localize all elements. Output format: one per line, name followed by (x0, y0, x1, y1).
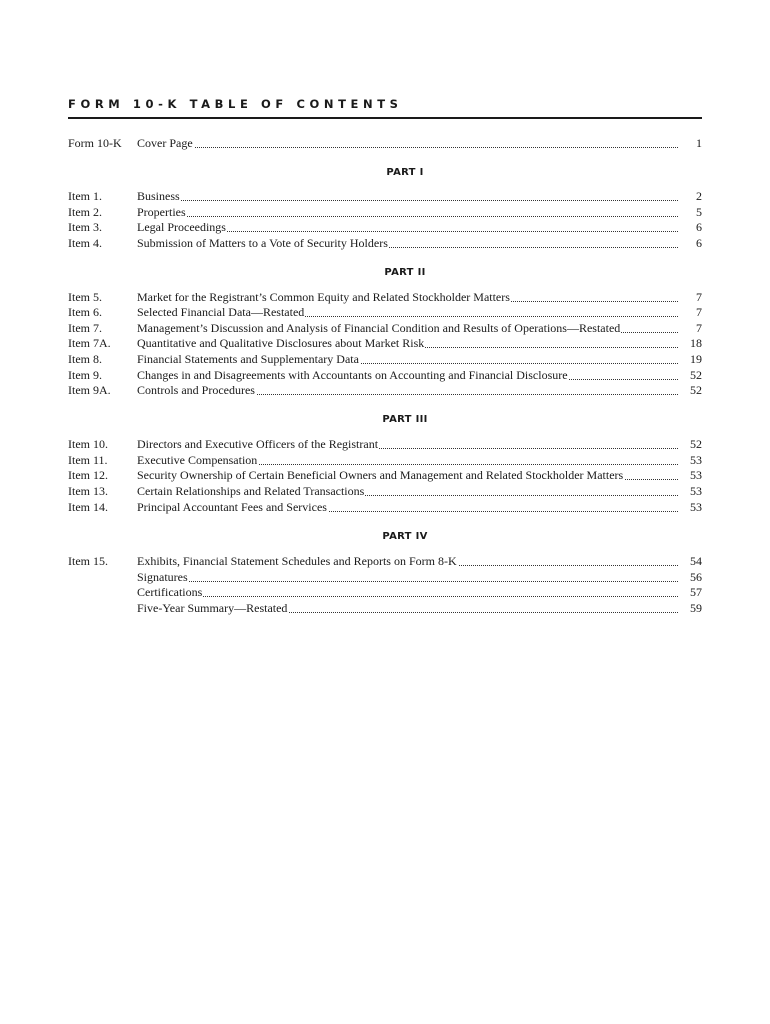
toc-entry-text: Controls and Procedures (137, 383, 255, 397)
toc-page-number: 53 (690, 500, 702, 514)
page-title: FORM 10-K TABLE OF CONTENTS (68, 97, 403, 111)
toc-item-label: Item 5. (68, 290, 102, 304)
dot-leader (137, 147, 678, 148)
toc-row[interactable] (68, 368, 702, 383)
toc-entry-text: Cover Page (137, 136, 193, 150)
toc-entry-text: Selected Financial Data—Restated (137, 305, 305, 319)
toc-page-number: 54 (690, 554, 702, 568)
toc-entry-text: Executive Compensation (137, 453, 258, 467)
toc-page-number: 53 (690, 468, 702, 482)
dot-leader (137, 200, 678, 201)
toc-row[interactable] (68, 484, 702, 499)
toc-entry (137, 352, 678, 367)
toc-page-number: 53 (690, 453, 702, 467)
toc-page-number: 52 (690, 383, 702, 397)
toc-row[interactable] (68, 205, 702, 220)
toc-page-number: 18 (690, 336, 702, 350)
toc-item-label: Item 9A. (68, 383, 111, 397)
toc-row[interactable] (68, 321, 702, 336)
toc-item-label: Item 4. (68, 236, 102, 250)
toc-entry (137, 383, 678, 398)
toc-entry (137, 601, 678, 616)
toc-page-number: 6 (696, 236, 702, 250)
toc-row[interactable] (68, 500, 702, 515)
toc-entry-text: Signatures (137, 570, 188, 584)
toc-entry (137, 437, 678, 452)
toc-page-number: 7 (696, 321, 702, 335)
toc-row[interactable] (68, 220, 702, 235)
toc-row[interactable] (68, 601, 702, 616)
toc-entry-text: Market for the Registrant’s Common Equity and Related Stockholder Matters (137, 290, 510, 304)
toc-entry-text: Management’s Discussion and Analysis of Financial Condition and Results of Operations—Restated (137, 321, 621, 335)
toc-entry (137, 368, 678, 383)
toc-row[interactable] (68, 468, 702, 483)
toc-row[interactable] (68, 352, 702, 367)
toc-item-label: Item 9. (68, 368, 102, 382)
toc-entry-text: Legal Proceedings (137, 220, 226, 234)
toc-entry-text: Properties (137, 205, 186, 219)
dot-leader (137, 596, 678, 597)
toc-entry (137, 500, 678, 515)
toc-entry (137, 585, 678, 600)
toc-row[interactable] (68, 570, 702, 585)
toc-page (68, 0, 702, 1024)
toc-row[interactable] (68, 305, 702, 320)
part-heading-4: PART IV (382, 531, 428, 542)
toc-entry-text: Exhibits, Financial Statement Schedules and Reports on Form 8-K (137, 554, 457, 568)
toc-row[interactable] (68, 383, 702, 398)
toc-item-label: Item 7A. (68, 336, 111, 350)
toc-item-label: Item 13. (68, 484, 108, 498)
toc-page-number: 59 (690, 601, 702, 615)
toc-entry-text: Financial Statements and Supplementary Data (137, 352, 359, 366)
toc-row[interactable] (68, 453, 702, 468)
toc-page-number: 52 (690, 437, 702, 451)
toc-item-label: Item 14. (68, 500, 108, 514)
toc-page-number: 1 (696, 136, 702, 150)
toc-page-number: 53 (690, 484, 702, 498)
toc-page-number: 56 (690, 570, 702, 584)
toc-page-number: 19 (690, 352, 702, 366)
toc-entry-text: Quantitative and Qualitative Disclosures about Market Risk (137, 336, 425, 350)
toc-entry-text: Certifications (137, 585, 203, 599)
toc-item-label: Item 12. (68, 468, 108, 482)
part-heading-2: PART II (384, 267, 426, 278)
toc-row-cover[interactable] (68, 136, 702, 151)
toc-entry-text: Five-Year Summary—Restated (137, 601, 288, 615)
dot-leader (137, 581, 678, 582)
toc-row[interactable] (68, 336, 702, 351)
toc-entry-text: Principal Accountant Fees and Services (137, 500, 327, 514)
toc-page-number: 5 (696, 205, 702, 219)
toc-entry (137, 205, 678, 220)
part-heading-3: PART III (382, 414, 428, 425)
toc-item-label: Item 15. (68, 554, 108, 568)
toc-entry-text: Certain Relationships and Related Transactions (137, 484, 365, 498)
part-heading-1: PART I (386, 167, 424, 178)
toc-entry (137, 570, 678, 585)
toc-entry (137, 189, 678, 204)
toc-entry (137, 554, 678, 569)
toc-item-label: Item 10. (68, 437, 108, 451)
toc-row[interactable] (68, 189, 702, 204)
toc-entry (137, 453, 678, 468)
toc-page-number: 57 (690, 585, 702, 599)
toc-item-label: Item 7. (68, 321, 102, 335)
toc-item-label: Item 11. (68, 453, 108, 467)
toc-row[interactable] (68, 290, 702, 305)
toc-entry-text: Security Ownership of Certain Beneficial Owners and Management and Related Stockholder Matters (137, 468, 624, 482)
dot-leader (137, 216, 678, 217)
toc-entry (137, 321, 678, 336)
toc-item-label: Item 8. (68, 352, 102, 366)
toc-row[interactable] (68, 236, 702, 251)
toc-page-number: 52 (690, 368, 702, 382)
toc-entry (137, 236, 678, 251)
toc-page-number: 7 (696, 305, 702, 319)
toc-entry (137, 220, 678, 235)
toc-page-number: 7 (696, 290, 702, 304)
toc-entry (137, 305, 678, 320)
toc-item-label: Form 10-K (68, 136, 122, 150)
toc-row[interactable] (68, 585, 702, 600)
toc-row[interactable] (68, 437, 702, 452)
toc-entry (137, 484, 678, 499)
title-rule (68, 117, 702, 119)
toc-entry (137, 290, 678, 305)
toc-page-number: 6 (696, 220, 702, 234)
toc-entry (137, 468, 678, 483)
toc-entry-text: Directors and Executive Officers of the Registrant (137, 437, 379, 451)
toc-item-label: Item 2. (68, 205, 102, 219)
toc-item-label: Item 3. (68, 220, 102, 234)
toc-entry-text: Submission of Matters to a Vote of Security Holders (137, 236, 388, 250)
toc-item-label: Item 1. (68, 189, 102, 203)
toc-entry (137, 136, 678, 151)
toc-entry (137, 336, 678, 351)
toc-page-number: 2 (696, 189, 702, 203)
toc-entry-text: Business (137, 189, 180, 203)
toc-entry-text: Changes in and Disagreements with Accountants on Accounting and Financial Disclosure (137, 368, 568, 382)
toc-row[interactable] (68, 554, 702, 569)
toc-item-label: Item 6. (68, 305, 102, 319)
